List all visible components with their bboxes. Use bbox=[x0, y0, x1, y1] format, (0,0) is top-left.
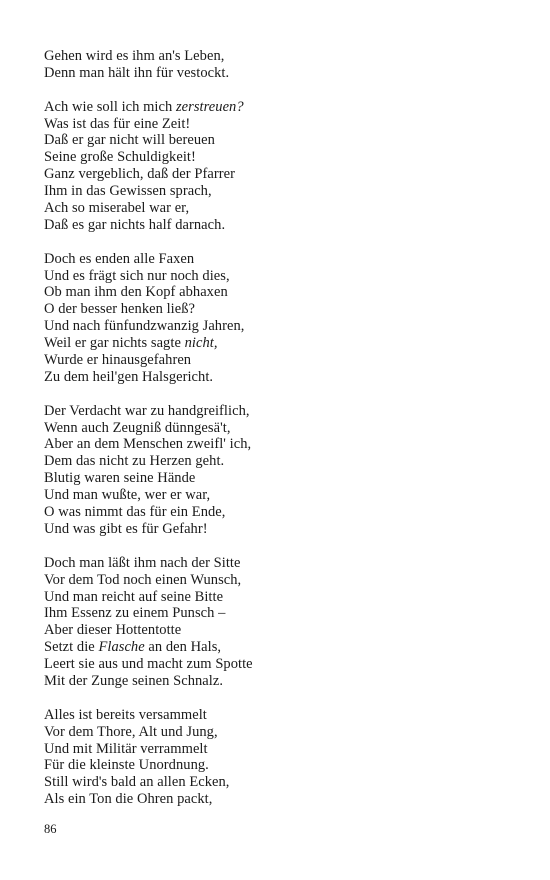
verse-line bbox=[44, 132, 514, 149]
verse-line bbox=[44, 504, 514, 521]
line-text: Still wird's bald an allen Ecken, bbox=[44, 774, 230, 791]
line-text: Ihm Essenz zu einem Punsch – bbox=[44, 605, 226, 622]
verse-line bbox=[44, 284, 514, 301]
line-text: Und mit Militär verrammelt bbox=[44, 740, 208, 757]
verse-line bbox=[44, 622, 514, 639]
line-text: Seine große Schuldigkeit! bbox=[44, 149, 196, 166]
italic-text: nicht, bbox=[184, 335, 218, 352]
line-text: Doch es enden alle Faxen bbox=[44, 250, 195, 267]
line-text: Was ist das für eine Zeit! bbox=[44, 115, 191, 132]
verse-line bbox=[44, 791, 514, 808]
verse-line bbox=[44, 639, 514, 656]
line-text: Wenn auch Zeugniß dünngesä't, bbox=[44, 419, 231, 436]
poem-text bbox=[44, 48, 514, 825]
line-text: Denn man hält ihn für vestockt. bbox=[44, 64, 230, 81]
verse-line bbox=[44, 268, 514, 285]
line-text: Und es frägt sich nur noch dies, bbox=[44, 267, 230, 284]
verse-line bbox=[44, 166, 514, 183]
line-text: Weil er gar nichts sagte bbox=[44, 335, 185, 352]
line-text: Aber dieser Hottentotte bbox=[44, 622, 182, 639]
verse-line bbox=[44, 487, 514, 504]
line-text: Ach so miserabel war er, bbox=[44, 200, 190, 217]
line-text: Daß es gar nichts half darnach. bbox=[44, 216, 226, 233]
line-text: Vor dem Tod noch einen Wunsch, bbox=[44, 571, 242, 588]
line-text: Setzt die bbox=[44, 639, 99, 656]
verse-line bbox=[44, 741, 514, 758]
stanza bbox=[44, 403, 514, 538]
line-text: Alles ist bereits versammelt bbox=[44, 706, 207, 723]
verse-line bbox=[44, 403, 514, 420]
line-text: Doch man läßt ihm nach der Sitte bbox=[44, 554, 241, 571]
verse-line bbox=[44, 369, 514, 386]
line-text: Ihm in das Gewissen sprach, bbox=[44, 183, 212, 200]
verse-line bbox=[44, 217, 514, 234]
verse-line bbox=[44, 301, 514, 318]
line-text: an den Hals, bbox=[144, 639, 222, 656]
line-text: O was nimmt das für ein Ende, bbox=[44, 504, 226, 521]
verse-line bbox=[44, 453, 514, 470]
verse-line bbox=[44, 251, 514, 268]
line-text: Dem das nicht zu Herzen geht. bbox=[44, 453, 225, 470]
verse-line bbox=[44, 48, 514, 65]
verse-line bbox=[44, 707, 514, 724]
verse-line bbox=[44, 149, 514, 166]
verse-line bbox=[44, 99, 514, 116]
line-text: Und man wußte, wer er war, bbox=[44, 487, 211, 504]
line-text: Ob man ihm den Kopf abhaxen bbox=[44, 284, 228, 301]
verse-line bbox=[44, 589, 514, 606]
verse-line bbox=[44, 572, 514, 589]
verse-line bbox=[44, 605, 514, 622]
line-text: Und was gibt es für Gefahr! bbox=[44, 520, 208, 537]
stanza bbox=[44, 707, 514, 808]
stanza bbox=[44, 251, 514, 386]
verse-line bbox=[44, 656, 514, 673]
page-number: 86 bbox=[44, 822, 57, 836]
italic-text: Flasche bbox=[98, 639, 145, 656]
verse-line bbox=[44, 673, 514, 690]
verse-line bbox=[44, 555, 514, 572]
line-text: Aber an dem Menschen zweifl' ich, bbox=[44, 436, 252, 453]
line-text: Blutig waren seine Hände bbox=[44, 470, 196, 487]
line-text: Zu dem heil'gen Halsgericht. bbox=[44, 368, 214, 385]
stanza bbox=[44, 555, 514, 690]
line-text: Daß er gar nicht will bereuen bbox=[44, 132, 215, 149]
line-text: Und nach fünfundzwanzig Jahren, bbox=[44, 318, 245, 335]
verse-line bbox=[44, 116, 514, 133]
verse-line bbox=[44, 470, 514, 487]
verse-line bbox=[44, 200, 514, 217]
verse-line bbox=[44, 318, 514, 335]
stanza bbox=[44, 99, 514, 234]
italic-text: zerstreuen? bbox=[175, 98, 244, 115]
verse-line bbox=[44, 757, 514, 774]
line-text: Ach wie soll ich mich bbox=[44, 98, 176, 115]
stanza bbox=[44, 48, 514, 82]
line-text: Leert sie aus und macht zum Spotte bbox=[44, 656, 253, 673]
verse-line bbox=[44, 183, 514, 200]
line-text: Als ein Ton die Ohren packt, bbox=[44, 791, 213, 808]
verse-line bbox=[44, 65, 514, 82]
line-text: Vor dem Thore, Alt und Jung, bbox=[44, 723, 218, 740]
verse-line bbox=[44, 724, 514, 741]
line-text: Wurde er hinausgefahren bbox=[44, 352, 192, 369]
verse-line bbox=[44, 774, 514, 791]
line-text: Mit der Zunge seinen Schnalz. bbox=[44, 672, 224, 689]
verse-line bbox=[44, 436, 514, 453]
line-text: Und man reicht auf seine Bitte bbox=[44, 588, 224, 605]
verse-line bbox=[44, 352, 514, 369]
line-text: Gehen wird es ihm an's Leben, bbox=[44, 48, 225, 64]
verse-line bbox=[44, 420, 514, 437]
verse-line bbox=[44, 335, 514, 352]
line-text: Ganz vergeblich, daß der Pfarrer bbox=[44, 166, 235, 183]
line-text: Für die kleinste Unordnung. bbox=[44, 757, 209, 774]
line-text: O der besser henken ließ? bbox=[44, 301, 196, 318]
verse-line bbox=[44, 521, 514, 538]
line-text: Der Verdacht war zu handgreiflich, bbox=[44, 402, 250, 419]
